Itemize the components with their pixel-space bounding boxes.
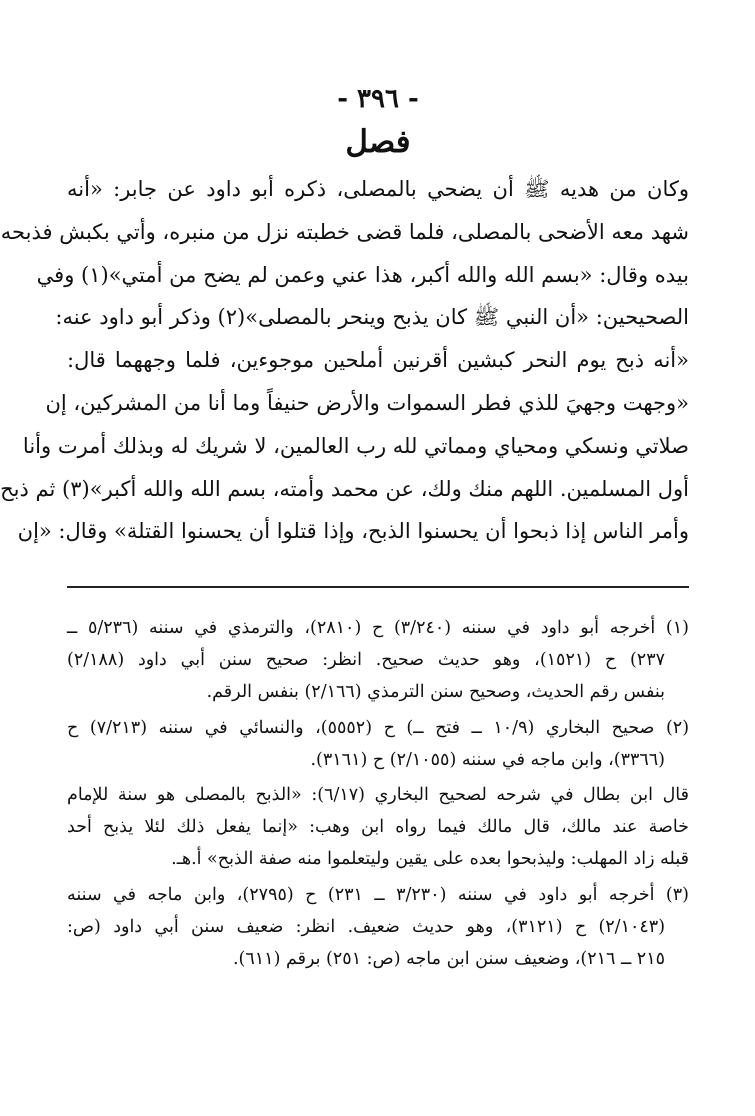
page-number: - ٣٩٦ - [337,84,419,114]
footnote-line: (١) أخرجه أبو داود في سننه (٣/٢٤٠) ح (٢٨١٠)، والترمذي في سننه (٥/٢٣٦ ــ [67,618,689,638]
text-line: وكان من هديه ﷺ أن يضحي بالمصلى، ذكره أبو داود عن جابر: «أنه [67,177,689,201]
footnote-line: ٢١٥ ــ ٢١٦)، وضعيف سنن ابن ماجه (ص: ٢٥١) برقم (٦١١). [232,949,665,970]
footnote-3 [67,879,689,975]
footnote-line: بنفس رقم الحديث، وصحيح سنن الترمذي (٢/١٦٦) بنفس الرقم. [206,682,665,702]
footnote-line: (٢) صحيح البخاري (١٠/٩ ــ فتح ــ) ح (٥٥٥٢)، والنسائي في سننه (٧/٢١٣) ح [67,717,690,738]
footnote-line: (٣) أخرجه أبو داود في سننه (٣/٢٣٠ ــ ٢٣١) ح (٢٧٩٥)، وابن ماجه في سننه [67,885,689,906]
text-line: أول المسلمين. اللهم منك ولك، عن محمد وأمته، بسم الله والله أكبر»(٣) ثم ذبح [0,476,689,501]
footnotes [67,612,689,975]
text-line: «وجهت وجهيَ للذي فطر السموات والأرض حنيفاً وما أنا من المشركين، إن [45,390,689,415]
footnote-separator [67,586,689,588]
text-line: شهد معه الأضحى بالمصلى، فلما قضى خطبته نزل من منبره، وأتي بكبش فذبحه [0,219,689,244]
footnote-line: (٢/١٠٤٣) ح (٣١٢١)، وهو حديث ضعيف. انظر: ضعيف سنن أبي داود (ص: [67,917,666,938]
footnote-line: قبله زاد المهلب: وليذبحوا بعده على يقين وليتعلموا منه صفة الذبح» أ.هـ. [171,849,689,870]
footnote-line: ٢٣٧) ح (١٥٢١)، وهو حديث صحيح. انظر: صحيح سنن أبي داود (٢/١٨٨) [67,650,665,670]
footnote-line: قال ابن بطال في شرحه لصحيح البخاري (٦/١٧): «الذبح بالمصلى هو سنة للإمام [67,785,689,806]
text-line: الصحيحين: «أن النبي ﷺ كان يذبح وينحر بالمصلى»(٢) وذكر أبو داود عنه: [55,305,689,330]
section-heading: فصل [345,124,411,160]
text-line: وأمر الناس إذا ذبحوا أن يحسنوا الذبح، وإذا قتلوا أن يحسنوا القتلة» وقال: «إن [17,519,689,544]
text-line: صلاتي ونسكي ومحياي ومماتي لله رب العالمين، لا شريك له وبذلك أمرت وأنا [22,433,689,458]
footnote-2 [67,712,689,776]
main-text [0,168,689,553]
footnote-line: (٣٣٦٦)، وابن ماجه في سننه (٢/١٠٥٥) ح (٣١٦١). [310,749,665,770]
footnote-2-note [67,779,689,875]
text-line: «أنه ذبح يوم النحر كبشين أقرنين أملحين موجوءين، فلما وجههما قال: [67,348,689,373]
footnote-line: خاصة عند مالك، قال مالك فيما رواه ابن وهب: «إنما يفعل ذلك لئلا يذبح أحد [67,817,689,838]
text-line: بيده وقال: «بسم الله والله أكبر، هذا عني وعمن لم يضح من أمتي»(١) وفي [36,262,689,287]
footnote-1 [67,612,689,708]
